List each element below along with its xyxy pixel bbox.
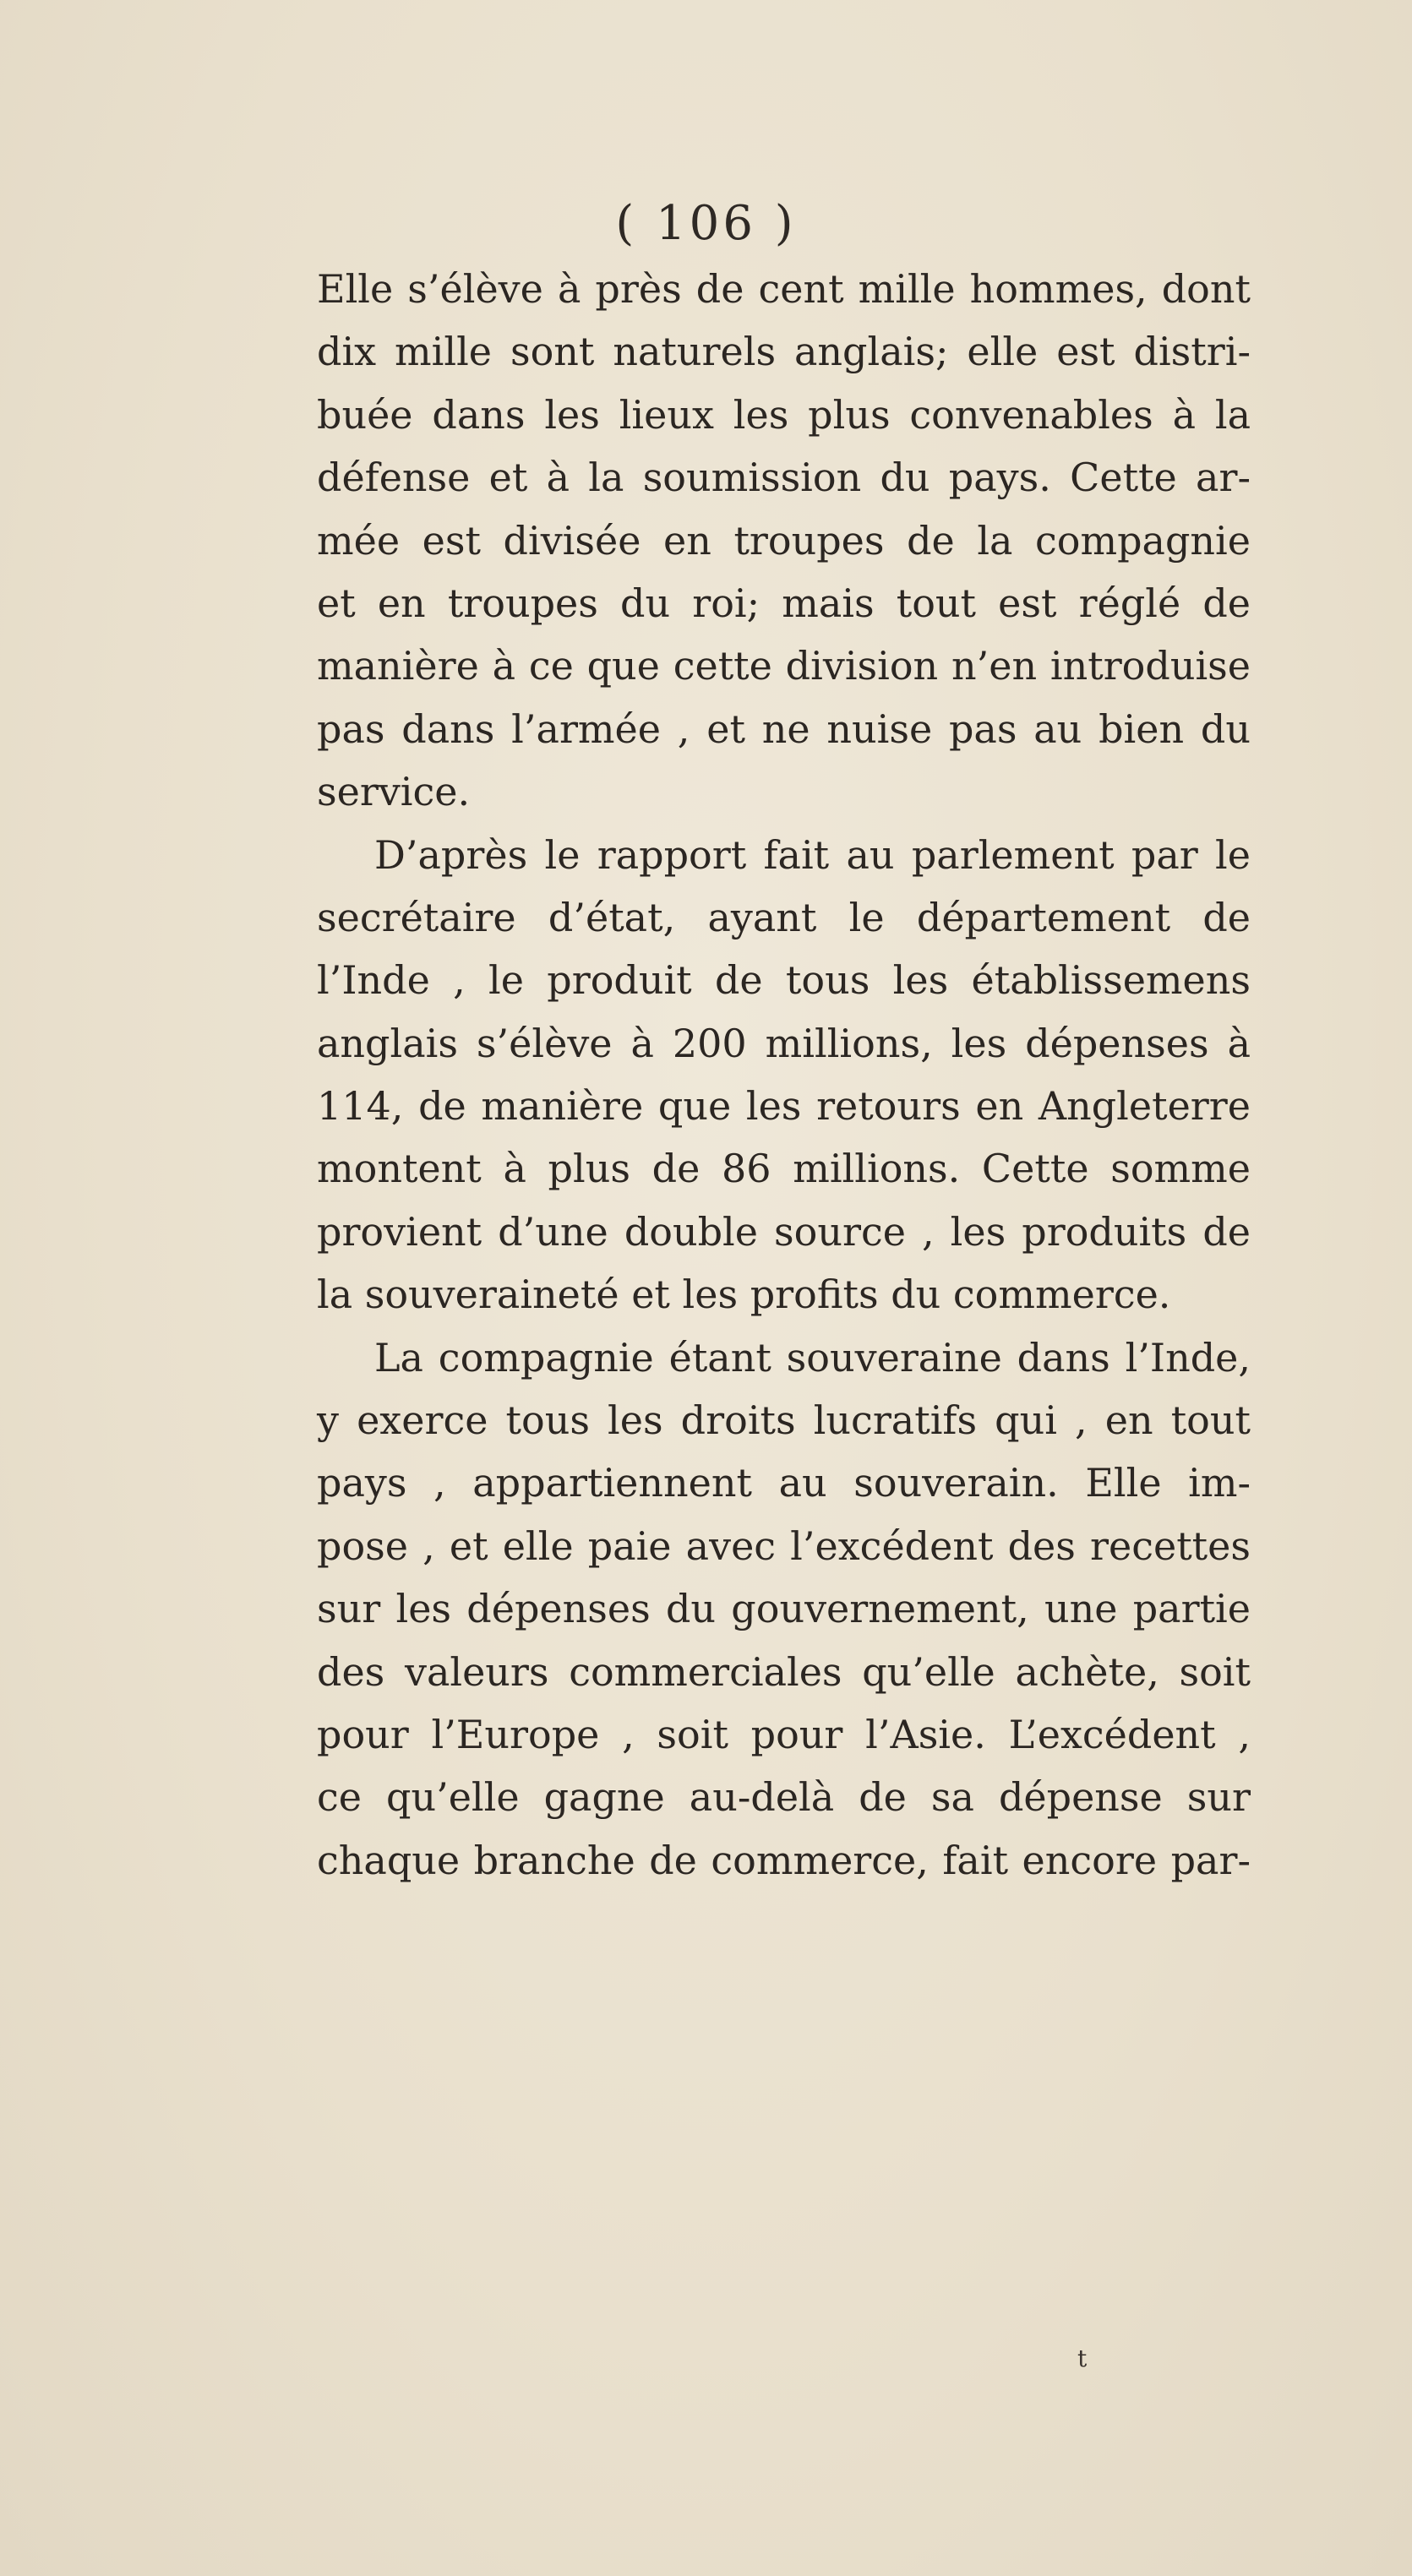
text-line: montent à plus de 86 millions. Cette somme	[317, 1146, 1251, 1192]
text-line: manière à ce que cette division n’en introduise	[317, 643, 1251, 689]
text-line: mée est divisée en troupes de la compagnie	[317, 517, 1251, 564]
text-line: pour l’Europe , soit pour l’Asie. L’excédent ,	[317, 1711, 1251, 1757]
text-line: défense et à la soumission du pays. Cette ar-	[317, 455, 1251, 501]
text-line: La compagnie étant souveraine dans l’Inde,	[374, 1334, 1251, 1381]
text-line: D’après le rapport fait au parlement par le	[374, 831, 1251, 878]
text-line: sur les dépenses du gouvernement, une partie	[317, 1586, 1251, 1632]
body-text	[317, 258, 1251, 1892]
text-line: pose , et elle paie avec l’excédent des recettes	[317, 1522, 1251, 1569]
page-number: ( 106 )	[615, 196, 797, 251]
text-line: l’Inde , le produit de tous les établissemens	[317, 957, 1251, 1004]
text-line: chaque branche de commerce, fait encore par-	[317, 1837, 1251, 1883]
text-line: dix mille sont naturels anglais; elle est distri-	[317, 329, 1251, 375]
text-line: 114, de manière que les retours en Angleterre	[317, 1083, 1251, 1130]
signature-mark: t	[1077, 2345, 1088, 2372]
text-line: Elle s’élève à près de cent mille hommes, dont	[317, 266, 1251, 312]
text-line: y exerce tous les droits lucratifs qui , en tout	[317, 1397, 1251, 1444]
text-line: la souveraineté et les profits du commerce.	[317, 1272, 1171, 1318]
text-line: pays , appartiennent au souverain. Elle im-	[317, 1460, 1251, 1506]
text-line: secrétaire d’état, ayant le département de	[317, 894, 1251, 940]
text-line: pas dans l’armée , et ne nuise pas au bien du	[317, 705, 1251, 752]
text-line: service.	[317, 769, 471, 815]
text-line: anglais s’élève à 200 millions, les dépenses à	[317, 1020, 1251, 1066]
text-line: et en troupes du roi; mais tout est réglé de	[317, 580, 1251, 626]
text-line: buée dans les lieux les plus convenables à la	[317, 391, 1251, 438]
text-line: provient d’une double source , les produits de	[317, 1208, 1251, 1255]
text-line: des valeurs commerciales qu’elle achète, soit	[317, 1648, 1251, 1695]
text-line: ce qu’elle gagne au-delà de sa dépense sur	[317, 1774, 1251, 1821]
